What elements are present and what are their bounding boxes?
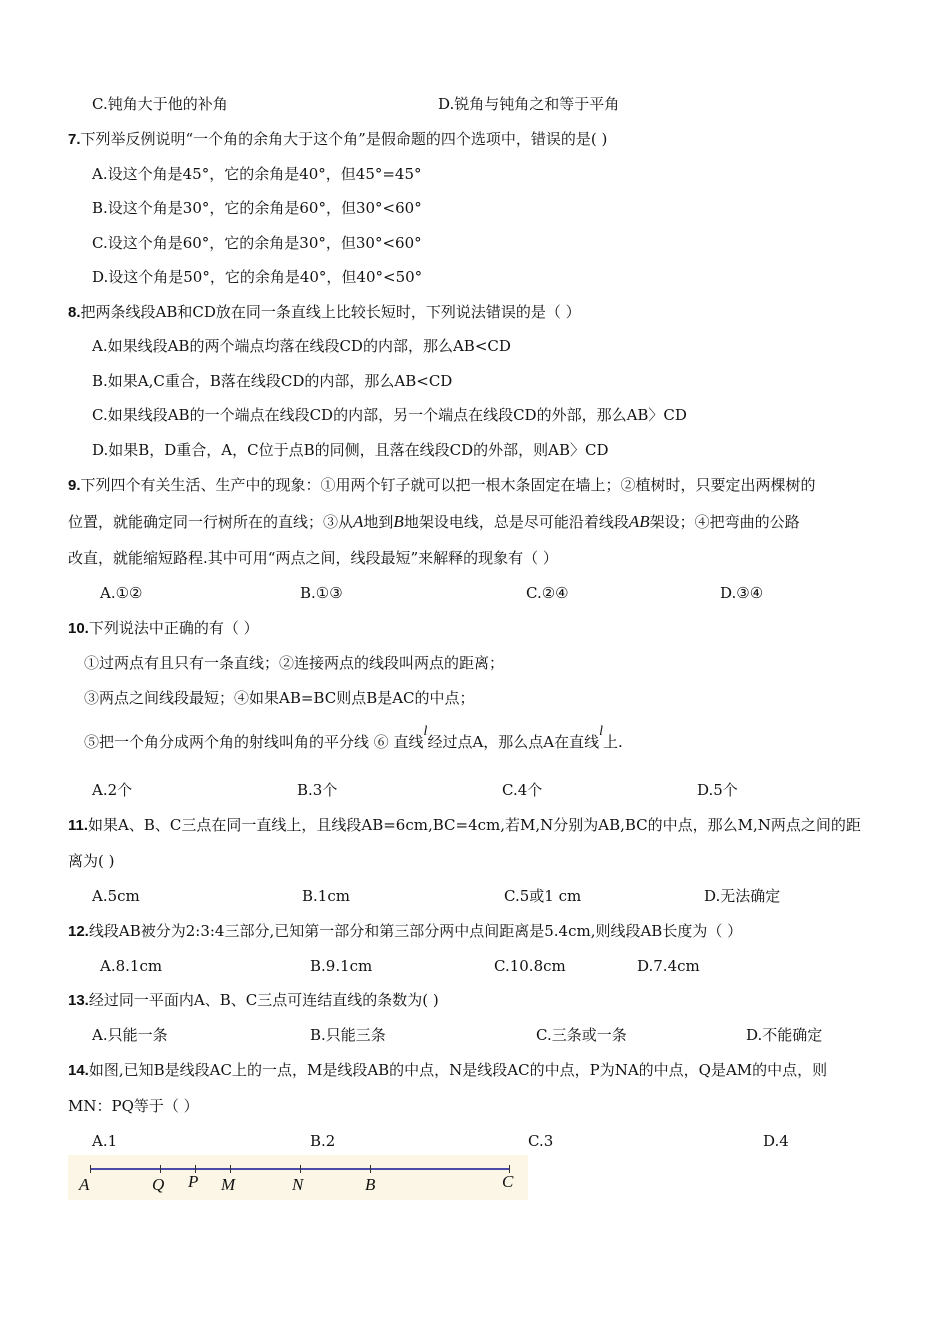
q9-segment-ab: AB — [628, 512, 650, 531]
q9-line1 — [68, 475, 816, 496]
q11-option-b: B.1cm — [302, 887, 350, 905]
label-q: Q — [152, 1175, 165, 1194]
tick-q — [160, 1165, 161, 1173]
q7-option-c: C.设这个角是60°，它的余角是30°，但30°<60° — [92, 234, 422, 252]
q8-stem-text: 把两条线段AB和CD放在同一条直线上比较长短时，下列说法错误的是（ ） — [80, 303, 581, 321]
label-m: M — [221, 1175, 236, 1194]
tick-n — [300, 1165, 301, 1173]
q11-number: 11. — [68, 817, 89, 834]
q14-line1 — [68, 1060, 827, 1081]
q9-option-d: D.③④ — [720, 584, 764, 602]
q13-option-c: C.三条或一条 — [536, 1026, 627, 1044]
q12-option-d: D.7.4cm — [637, 957, 700, 975]
q8-option-d: D.如果B，D重合，A，C位于点B的同侧，且落在线段CD的外部，则AB〉CD — [92, 441, 609, 459]
label-c: C — [502, 1172, 514, 1191]
q11-option-c: C.5或1 cm — [504, 887, 582, 905]
tick-a — [90, 1165, 91, 1173]
q10-option-c: C.4个 — [502, 781, 543, 799]
q13-stem — [68, 990, 439, 1011]
q8-stem — [68, 302, 581, 323]
q11-option-d: D.无法确定 — [704, 887, 781, 905]
q10-line-l-1: l — [423, 724, 428, 739]
q8-number: 8. — [68, 304, 81, 321]
q10-statements-3-4: ③两点之间线段最短；④如果AB=BC则点B是AC的中点； — [84, 689, 475, 707]
q10-option-d: D.5个 — [697, 781, 738, 799]
q6-option-d: D.锐角与钝角之和等于平角 — [438, 95, 620, 113]
q14-option-c: C.3 — [528, 1132, 554, 1150]
q11-line1-text: 如果A、B、C三点在同一直线上，且线段AB=6cm,BC=4cm,若M,N分别为AB,BC的中点，那么M,N两点之间的距 — [88, 816, 861, 834]
label-a: A — [79, 1175, 90, 1194]
q7-option-b: B.设这个角是30°，它的余角是60°，但30°<60° — [92, 199, 422, 217]
q10-s5-text: ⑤把一个角分成两个角的射线叫角的平分线 ⑥ 直线 — [84, 733, 424, 751]
q9-line2-part1: 位置，就能确定同一行树所在的直线；③从 — [68, 513, 354, 531]
label-n: N — [292, 1175, 304, 1194]
q12-stem — [68, 921, 742, 942]
q8-option-a: A.如果线段AB的两个端点均落在线段CD的内部，那么AB<CD — [92, 337, 511, 355]
q13-number: 13. — [68, 992, 89, 1009]
q10-statements-5-6 — [84, 724, 623, 754]
q6-option-c: C.钝角大于他的补角 — [92, 95, 228, 113]
q9-line2-part2: 地到 — [363, 513, 394, 531]
q13-option-d: D.不能确定 — [746, 1026, 823, 1044]
q10-line-l-2: l — [599, 724, 603, 739]
q14-option-a: A.1 — [92, 1132, 118, 1150]
q12-stem-text: 线段AB被分为2:3:4三部分,已知第一部分和第三部分两中点间距离是5.4cm,则线段AB长度为（ ） — [88, 922, 743, 940]
q8-option-c: C.如果线段AB的一个端点在线段CD的内部，另一个端点在线段CD的外部，那么AB〉CD — [92, 406, 687, 424]
q10-stem — [68, 618, 259, 639]
q9-line2-part4: 架设；④把弯曲的公路 — [649, 513, 800, 531]
q9-line2 — [68, 512, 800, 532]
q12-option-b: B.9.1cm — [310, 957, 373, 975]
q10-number: 10. — [68, 620, 89, 637]
q9-point-a: A — [353, 512, 364, 531]
q9-number: 9. — [68, 477, 81, 494]
q9-option-a: A.①② — [100, 584, 143, 602]
q9-option-b: B.①③ — [300, 584, 343, 602]
q7-stem-text: 下列举反例说明“一个角的余角大于这个角”是假命题的四个选项中，错误的是( ) — [80, 130, 608, 148]
q9-line3: 改直，就能缩短路程.其中可用“两点之间，线段最短”来解释的现象有（ ） — [68, 549, 558, 567]
q10-option-b: B.3个 — [297, 781, 338, 799]
q9-option-c: C.②④ — [526, 584, 569, 602]
q13-option-a: A.只能一条 — [92, 1026, 168, 1044]
q9-line1-text: 下列四个有关生活、生产中的现象：①用两个钉子就可以把一根木条固定在墙上；②植树时，只要定出两棵树的 — [80, 476, 816, 494]
segment-figure — [68, 1155, 528, 1200]
q11-option-a: A.5cm — [92, 887, 140, 905]
q13-stem-text: 经过同一平面内A、B、C三点可连结直线的条数为( ) — [88, 991, 439, 1009]
q14-line2: MN：PQ等于（ ） — [68, 1097, 199, 1115]
tick-b — [370, 1165, 371, 1173]
q10-statements-1-2: ①过两点有且只有一条直线；②连接两点的线段叫两点的距离； — [84, 654, 505, 672]
tick-m — [230, 1165, 231, 1173]
q14-line1-text: 如图,已知B是线段AC上的一点，M是线段AB的中点，N是线段AC的中点，P为NA的中点，Q是AM的中点，则 — [88, 1061, 828, 1079]
q7-option-d: D.设这个角是50°，它的余角是40°，但40°<50° — [92, 268, 423, 286]
q9-line2-part3: 地架设电线，总是尽可能沿着线段 — [403, 513, 629, 531]
q13-option-b: B.只能三条 — [310, 1026, 386, 1044]
label-b: B — [365, 1175, 376, 1194]
q12-option-a: A.8.1cm — [100, 957, 163, 975]
q12-number: 12. — [68, 923, 89, 940]
label-p: P — [188, 1172, 199, 1191]
q8-option-b: B.如果A,C重合，B落在线段CD的内部，那么AB<CD — [92, 372, 453, 390]
q11-line1 — [68, 815, 861, 836]
q7-stem — [68, 129, 607, 150]
q10-s6-end: 上. — [603, 733, 623, 751]
q10-option-a: A.2个 — [92, 781, 133, 799]
q10-s6-text: 经过点A，那么点A在直线 — [427, 733, 600, 751]
q7-option-a: A.设这个角是45°，它的余角是40°，但45°=45° — [92, 165, 422, 183]
q11-line2: 离为( ) — [68, 852, 115, 870]
q10-stem-text: 下列说法中正确的有（ ） — [88, 619, 259, 637]
q9-point-b: B — [393, 512, 404, 531]
q12-option-c: C.10.8cm — [494, 957, 566, 975]
q14-option-d: D.4 — [763, 1132, 789, 1150]
q14-number: 14. — [68, 1062, 89, 1079]
q14-option-b: B.2 — [310, 1132, 336, 1150]
q7-number: 7. — [68, 131, 81, 148]
